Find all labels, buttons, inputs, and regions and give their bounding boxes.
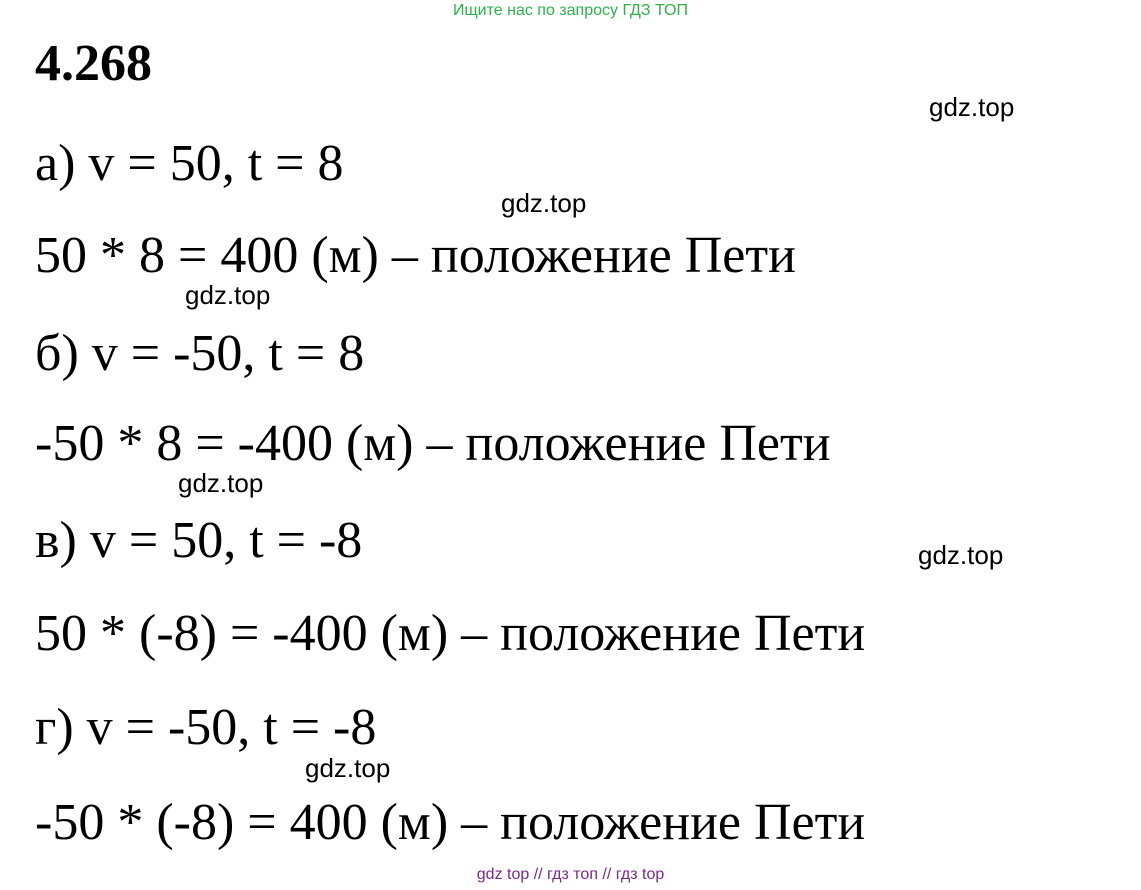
watermark: gdz.top: [929, 92, 1015, 122]
case-v-solution: 50 * (-8) = -400 (м) – положение Пети: [35, 605, 866, 662]
case-a-given: а) v = 50, t = 8: [35, 135, 344, 192]
watermark: gdz.top: [918, 540, 1004, 570]
top-banner: Ищите нас по запросу ГДЗ ТОП: [453, 2, 688, 19]
case-b-given: б) v = -50, t = 8: [35, 325, 365, 382]
case-b-solution: -50 * 8 = -400 (м) – положение Пети: [35, 415, 831, 472]
watermark: gdz.top: [305, 753, 391, 783]
case-g-given: г) v = -50, t = -8: [35, 699, 377, 756]
watermark: gdz.top: [185, 280, 271, 310]
case-g-solution: -50 * (-8) = 400 (м) – положение Пети: [35, 794, 866, 851]
case-a-solution: 50 * 8 = 400 (м) – положение Пети: [35, 227, 796, 284]
watermark: gdz.top: [178, 468, 264, 498]
footer-watermark: gdz top // гдз топ // гдз top: [476, 866, 665, 883]
case-v-given: в) v = 50, t = -8: [35, 512, 363, 569]
watermark: gdz.top: [501, 188, 587, 218]
exercise-number: 4.268: [35, 35, 152, 92]
